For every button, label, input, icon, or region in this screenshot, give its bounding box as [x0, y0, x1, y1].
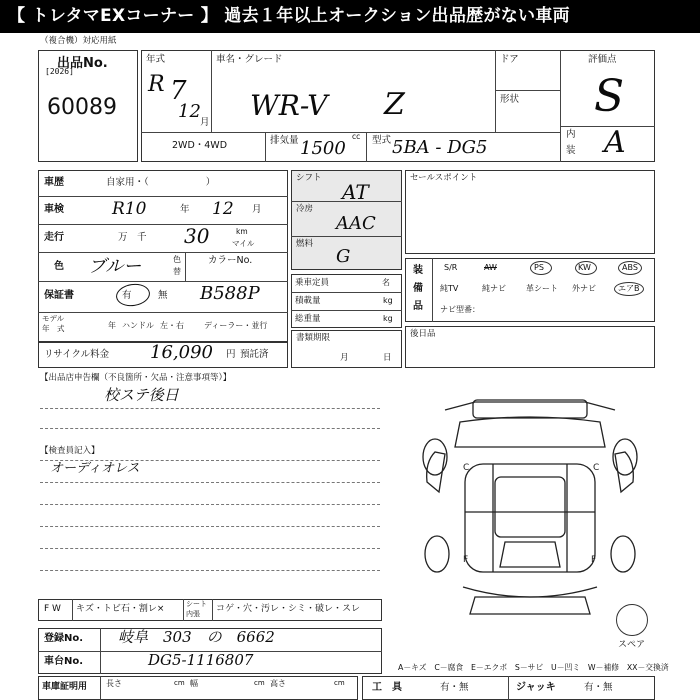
displacement-value: 1500: [300, 138, 346, 159]
mileage-value: 30: [184, 224, 210, 248]
warranty-has: 有: [122, 290, 132, 301]
recycle-status: 預託済: [240, 349, 269, 360]
model-value: 5BA - DG5: [392, 137, 488, 158]
seat-desc: コゲ・穴・汚レ・シミ・破レ・スレ: [216, 604, 361, 614]
notes-label: 【出品店申告欄（不良箇所・欠品・注意事項等）】: [40, 373, 232, 383]
deadline-month-unit: 月: [340, 353, 349, 363]
jack-options: 有・無: [584, 682, 613, 693]
notes-value: 校ステ後日: [104, 386, 179, 404]
capacity-unit: 名: [382, 278, 390, 287]
after-items-label: 後日品: [410, 329, 436, 339]
month-unit: 月: [200, 117, 210, 128]
recycle-value: 16,090: [150, 342, 213, 363]
registration-deadline-label: 書類期限: [296, 333, 331, 343]
color-change-2: 替: [173, 267, 181, 276]
car-damage-diagram: [405, 392, 655, 632]
equipment-label-2: 備: [413, 283, 423, 294]
jack-label: ジャッキ: [516, 682, 556, 693]
form-subtitle: （複合機）対応用紙: [40, 36, 117, 46]
handle-options: 左・右: [160, 321, 184, 330]
equip-abs: ABS: [622, 263, 638, 272]
garage-cert-label: 車庫証明用: [42, 682, 88, 692]
reg-value: 岐阜 303 の 6662: [118, 628, 275, 646]
svg-text:F: F: [463, 555, 469, 565]
model-year-unit: 年: [108, 321, 116, 330]
door-label: ドア: [500, 54, 519, 65]
inspector-value: オーディオレス: [50, 461, 140, 476]
mileage-mile: マイル: [232, 239, 255, 248]
weight-label: 総重量: [295, 314, 321, 324]
navi-type-label: ナビ型番：: [440, 305, 480, 314]
fw-desc: キズ・トビ石・割レ×: [76, 604, 165, 614]
equip-airbag-mark-icon: [614, 282, 644, 296]
tools-label: 工 具: [372, 682, 402, 693]
seat-label-2: 内張: [186, 610, 200, 618]
score-value: S: [594, 71, 625, 122]
sales-point-label: セールスポイント: [410, 173, 478, 183]
interior-label-1: 内: [566, 129, 576, 140]
carname-label: 車名・グレード: [216, 54, 283, 65]
inspection-month: 12: [212, 199, 234, 219]
equip-sr: S/R: [444, 263, 458, 272]
equip-ext-navi: 外ナビ: [572, 284, 596, 293]
capacity-label: 乗車定員: [295, 278, 330, 288]
color-label: 色: [54, 261, 64, 272]
year-value: 7: [170, 76, 187, 106]
shift-value: AT: [342, 180, 369, 204]
recycle-unit: 円: [226, 349, 236, 360]
handle-label: ハンドル: [122, 321, 154, 330]
mileage-km: km: [236, 227, 248, 236]
color-change-1: 色: [173, 255, 181, 264]
lot-box: [38, 50, 138, 162]
reg-label: 登録No.: [44, 633, 84, 644]
damage-legend: A－キズ C－腐食 E－エクボ S－サビ U－凹ミ W－補修 XX－交換済: [398, 663, 669, 672]
equip-kw-mark-icon: [575, 261, 597, 275]
height-unit: cm: [334, 679, 345, 687]
shift-label: シフト: [296, 173, 322, 183]
equip-ps-mark-icon: [530, 261, 552, 275]
chassis-value: DG5-1116807: [148, 651, 254, 669]
svg-text:C: C: [593, 463, 600, 473]
equip-ps: PS: [534, 263, 544, 272]
colorno-label: カラーNo.: [208, 255, 253, 266]
ac-label: 冷房: [296, 204, 314, 214]
lot-number: 60089: [47, 95, 117, 120]
load-label: 積載量: [295, 296, 321, 306]
warranty-label: 保証書: [44, 290, 74, 301]
equip-kw: KW: [578, 263, 591, 272]
interior-value: A: [604, 125, 626, 160]
fuel-label: 燃料: [296, 239, 314, 249]
mileage-units: 万 千: [118, 232, 147, 243]
ac-value: AAC: [336, 213, 376, 234]
fw-label: F W: [44, 604, 61, 614]
chassis-label: 車台No.: [44, 656, 84, 667]
svg-text:F: F: [591, 555, 597, 565]
dealer-label: ディーラー・並行: [204, 321, 268, 330]
carname-value: WR-V: [250, 89, 328, 122]
inspection-year-unit: 年: [180, 204, 190, 215]
equip-abs-mark-icon: [618, 261, 642, 275]
height-label: 高さ: [270, 679, 286, 688]
displacement-label: 排気量: [270, 135, 299, 146]
model-year-label-1: モデル: [42, 314, 65, 323]
displacement-unit: cc: [352, 132, 361, 141]
tools-options: 有・無: [440, 682, 469, 693]
equip-aw: AW: [484, 263, 497, 272]
width-label: 幅: [190, 679, 198, 688]
length-unit: cm: [174, 679, 185, 687]
load-unit: kg: [383, 296, 393, 305]
model-year-label-2: 年 式: [42, 324, 65, 333]
equip-navi: 純ナビ: [482, 284, 506, 293]
equipment-label-3: 品: [413, 301, 423, 312]
deadline-day-unit: 日: [383, 353, 392, 363]
drive-label: 2WD・4WD: [172, 140, 228, 151]
spare-label: スペア: [618, 640, 646, 650]
inspection-era: R10: [112, 199, 147, 219]
inspection-label: 車検: [44, 204, 64, 215]
warranty-none: 無: [158, 290, 168, 301]
year-tag: [2026]: [45, 67, 74, 76]
inspector-label: 【検査員記入】: [40, 446, 100, 456]
interior-label-2: 装: [566, 145, 576, 156]
history-options: 自家用・（ ）: [106, 177, 216, 188]
year-era: R: [148, 72, 165, 97]
spare-tire-icon: [616, 604, 648, 636]
recycle-label: リサイクル料金: [44, 349, 110, 360]
year-month: 12: [178, 101, 201, 122]
grade-value: Z: [384, 87, 405, 122]
equip-leather: 革シート: [526, 284, 558, 293]
width-unit: cm: [254, 679, 265, 687]
inspection-month-unit: 月: [252, 204, 262, 215]
year-label: 年式: [146, 54, 166, 65]
svg-text:C: C: [463, 463, 470, 473]
color-value: ブルー: [88, 256, 142, 277]
lot-label: 出品No.: [57, 56, 108, 71]
mileage-label: 走行: [44, 232, 64, 243]
seat-label-1: シート: [186, 600, 207, 608]
fuel-value: G: [336, 246, 351, 267]
equipment-label-1: 装: [413, 265, 423, 276]
shape-label: 形状: [500, 94, 520, 105]
equip-tv: 純TV: [440, 284, 459, 293]
score-label: 評価点: [588, 54, 617, 65]
weight-unit: kg: [383, 314, 393, 323]
equip-airbag: エアB: [618, 284, 640, 293]
history-label: 車歴: [44, 177, 64, 188]
length-label: 長さ: [106, 679, 122, 688]
colorno-value: B588P: [200, 283, 260, 304]
model-label: 型式: [372, 135, 392, 146]
after-items-box: [405, 326, 655, 368]
banner: 【 トレタマEXコーナー 】 過去１年以上オークション出品歴がない車両: [0, 0, 700, 33]
